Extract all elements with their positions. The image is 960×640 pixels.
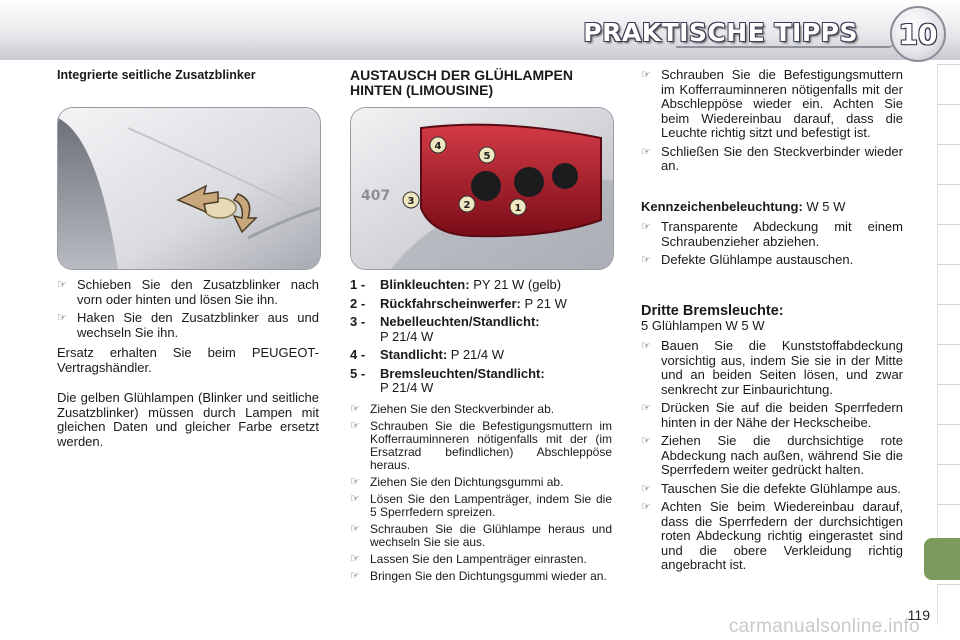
- plate-light-value: W 5 W: [802, 198, 846, 214]
- chapter-number: 10: [898, 17, 938, 51]
- right-column: [641, 68, 903, 577]
- pointing-hand-icon: ☞: [641, 145, 651, 158]
- plate-light-label: Kennzeichenbeleuchtung:: [641, 198, 803, 214]
- side-indicator-photo: [57, 107, 321, 270]
- dealer-note: Ersatz erhalten Sie beim PEUGEOT-Vertragshändler.: [57, 345, 319, 375]
- pointing-hand-icon: ☞: [350, 493, 360, 505]
- bullet-item: ☞ Tauschen Sie die defekte Glühlampe aus.: [641, 480, 901, 496]
- chapter-badge: [890, 6, 946, 62]
- pointing-hand-icon: ☞: [641, 254, 651, 266]
- bulb-list-item: 1 - Blinkleuchten: PY 21 W (gelb): [350, 277, 562, 292]
- model-badge: 407: [361, 188, 391, 204]
- bulb-list-item: 4 - Standlicht: P 21/4 W: [350, 347, 505, 362]
- bulb-list-item: 2 - Rückfahrscheinwerfer: P 21 W: [350, 295, 567, 311]
- bullet-item: ☞ Ziehen Sie die durchsichtige rote Abdeckung nach außen, während Sie die Sperrfedern weiter gedrückt halten.: [641, 433, 903, 477]
- side-indicator-illustration: [58, 108, 320, 269]
- bulb-list-item: 5 - Bremsleuchten/Standlicht: P 21/4 W: [350, 365, 545, 395]
- svg-text:4: 4: [434, 141, 442, 152]
- pointing-hand-icon: ☞: [57, 312, 67, 324]
- bullet-item: ☞ Schrauben Sie die Befestigungsmuttern im Kofferrauminneren nötigenfalls mit der Abschleppöse wieder ein. Achten Sie beim Wiedereinbau darauf, dass die Leuchte richtig sitzt und befestigt ist.: [641, 67, 903, 140]
- pointing-hand-icon: ☞: [641, 435, 651, 447]
- svg-text:3: 3: [407, 196, 415, 207]
- bullet-item: ☞ Bauen Sie die Kunststoffabdeckung vorsichtig aus, indem Sie sie in der Mitte und an beiden Seiten lösen, und zwar senkrecht zur Einbaurichtung.: [641, 338, 903, 397]
- bullet-item: ☞ Ziehen Sie den Steckverbinder ab.: [350, 402, 555, 416]
- plate-light-line: [641, 200, 903, 215]
- left-text-block: [57, 278, 319, 449]
- bullet-item: ☞ Haken Sie den Zusatzblinker aus und wechseln Sie ihn.: [57, 310, 319, 340]
- chapter-tab[interactable]: [937, 344, 960, 385]
- bullet-item: ☞ Drücken Sie auf die beiden Sperrfedern hinten in der Nähe der Heckscheibe.: [641, 400, 903, 430]
- bullet-item: ☞ Ziehen Sie den Dichtungsgummi ab.: [350, 475, 564, 489]
- chapter-tab[interactable]: [937, 184, 960, 225]
- chapter-tab-active[interactable]: [924, 538, 960, 580]
- bullet-item: ☞ Schrauben Sie die Glühlampe heraus und wechseln Sie sie aus.: [350, 522, 612, 549]
- left-column: [57, 68, 319, 91]
- pointing-hand-icon: ☞: [641, 221, 651, 233]
- third-brake-light-heading: Dritte Bremsleuchte:: [641, 302, 784, 319]
- bullet-item: ☞ Schließen Sie den Steckverbinder wieder an.: [641, 143, 903, 173]
- pointing-hand-icon: ☞: [350, 523, 360, 535]
- tail-light-illustration: [351, 108, 613, 269]
- pointing-hand-icon: ☞: [57, 279, 67, 291]
- chapter-tab[interactable]: [937, 224, 960, 265]
- chapter-tab[interactable]: [937, 264, 960, 305]
- bullet-item: ☞ Lösen Sie den Lampenträger, indem Sie die 5 Sperrfedern spreizen.: [350, 492, 612, 519]
- tail-light-photo: [350, 107, 614, 270]
- third-brake-light-subtitle: 5 Glühlampen W 5 W: [641, 317, 765, 333]
- pointing-hand-icon: ☞: [350, 403, 360, 415]
- side-indicator-heading: Integrierte seitliche Zusatzblinker: [57, 68, 256, 82]
- pointing-hand-icon: ☞: [350, 420, 360, 432]
- bullet-item: ☞ Transparente Abdeckung mit einem Schraubenzieher abziehen.: [641, 219, 903, 249]
- rear-bulbs-heading: AUSTAUSCH DER GLÜHLAMPEN HINTEN (LIMOUSINE): [350, 67, 573, 98]
- svg-text:2: 2: [463, 200, 471, 211]
- middle-steps: [350, 403, 612, 587]
- pointing-hand-icon: ☞: [641, 501, 651, 513]
- page-number: 119: [907, 607, 930, 623]
- pointing-hand-icon: ☞: [641, 340, 651, 352]
- chapter-tab[interactable]: [937, 144, 960, 185]
- bulb-list: [350, 278, 612, 400]
- svg-text:5: 5: [483, 151, 491, 162]
- bullet-item: ☞ Bringen Sie den Dichtungsgummi wieder an.: [350, 569, 607, 583]
- bullet-item: ☞ Schrauben Sie die Befestigungsmuttern im Kofferrauminneren nötigenfalls mit der (im Ersatzrad befindlichen) Abschleppöse heraus.: [350, 419, 612, 472]
- pointing-hand-icon: ☞: [350, 570, 360, 582]
- chapter-tab[interactable]: [937, 104, 960, 145]
- bullet-item: ☞ Schieben Sie den Zusatzblinker nach vorn oder hinten und lösen Sie ihn.: [57, 277, 319, 307]
- pointing-hand-icon: ☞: [641, 402, 651, 414]
- chapter-tab[interactable]: [937, 424, 960, 465]
- bulb-color-note: Die gelben Glühlampen (Blinker und seitliche Zusatzblinker) müssen durch Lampen mit gleichen Daten und gleicher Farbe ersetzt werden.: [57, 390, 319, 449]
- chapter-tab[interactable]: [937, 304, 960, 345]
- pointing-hand-icon: ☞: [641, 482, 651, 495]
- pointing-hand-icon: ☞: [350, 476, 360, 488]
- chapter-tab[interactable]: [937, 584, 960, 625]
- middle-column: [350, 68, 612, 98]
- pointing-hand-icon: ☞: [350, 553, 360, 565]
- pointing-hand-icon: ☞: [641, 69, 651, 81]
- chapter-tab[interactable]: [937, 64, 960, 105]
- bullet-item: ☞ Lassen Sie den Lampenträger einrasten.: [350, 552, 587, 566]
- bullet-item: ☞ Defekte Glühlampe austauschen.: [641, 252, 854, 267]
- bullet-item: ☞ Achten Sie beim Wiedereinbau darauf, dass die Sperrfedern der durchsichtigen roten Abdeckung richtig eingerastet sind und die obere Verkleidung richtig angebracht ist.: [641, 499, 903, 572]
- watermark: carmanualsonline.info: [728, 616, 920, 637]
- chapter-tab[interactable]: [937, 464, 960, 505]
- chapter-title: PRAKTISCHE TIPPS: [583, 18, 858, 47]
- bulb-list-item: 3 - Nebelleuchten/Standlicht: P 21/4 W: [350, 314, 540, 344]
- chapter-tab[interactable]: [937, 384, 960, 425]
- svg-text:1: 1: [514, 203, 522, 214]
